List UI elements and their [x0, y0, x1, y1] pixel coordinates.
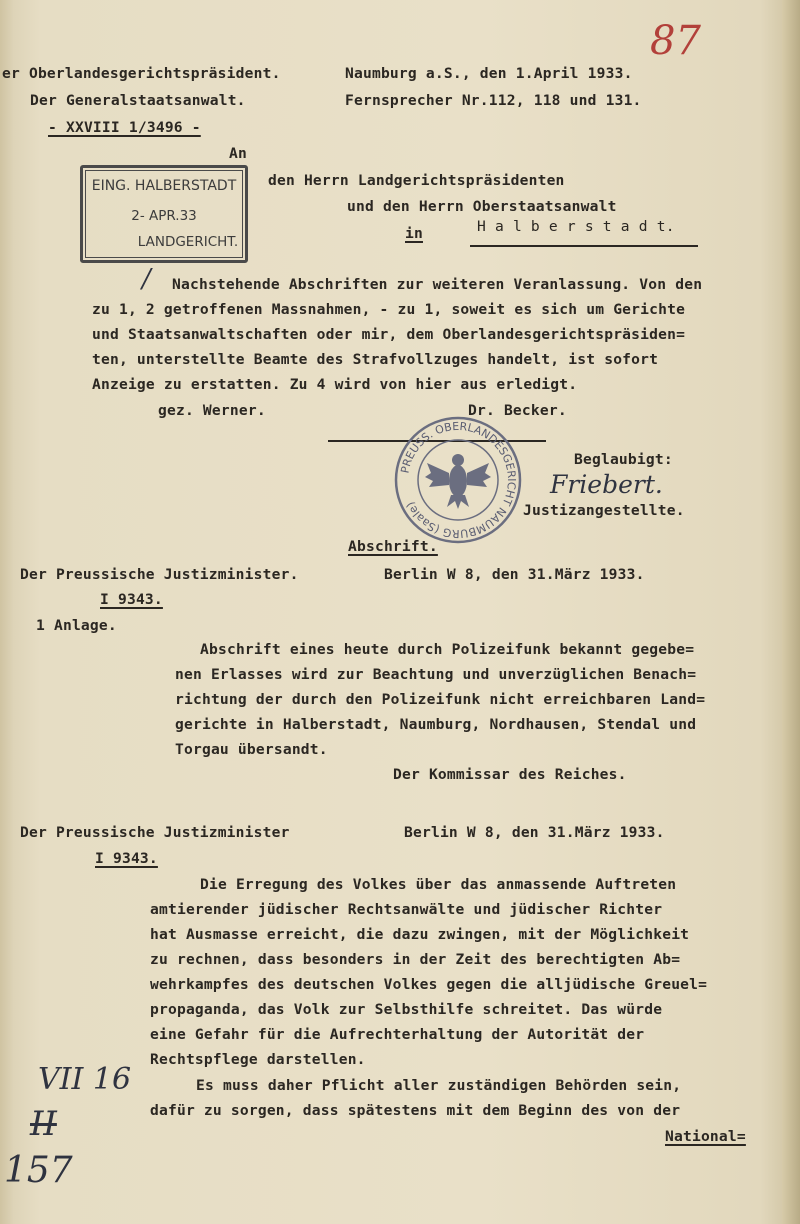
- copy1-enclosure: 1 Anlage.: [36, 617, 117, 634]
- cover-line-4: ten, unterstellte Beamte des Strafvollzuges handelt, ist sofort: [92, 351, 659, 368]
- copy2-line-2: amtierender jüdischer Rechtsanwälte und jüdischer Richter: [150, 901, 663, 918]
- receipt-stamp: [80, 165, 248, 263]
- receipt-stamp-office: EING. HALBERSTADT: [91, 178, 237, 194]
- address-line1: den Herrn Landgerichtspräsidenten: [268, 172, 565, 189]
- copy1-line-3: richtung der durch den Polizeifunk nicht erreichbaren Land=: [175, 691, 706, 708]
- header-place-date: Naumburg a.S., den 1.April 1933.: [345, 65, 633, 82]
- copy2-line-5: wehrkampfes des deutschen Volkes gegen die alljüdische Greuel=: [150, 976, 708, 993]
- copy1-line-1: Abschrift eines heute durch Polizeifunk bekannt gegebe=: [200, 641, 695, 658]
- copy1-line-2: nen Erlasses wird zur Beachtung und unverzüglichen Benach=: [175, 666, 697, 683]
- copy1-line-5: Torgau übersandt.: [175, 741, 328, 758]
- copy2-line-6: propaganda, das Volk zur Selbsthilfe schreitet. Das würde: [150, 1001, 663, 1018]
- header-phone: Fernsprecher Nr.112, 118 und 131.: [345, 92, 642, 109]
- copy2-line-9: Es muss daher Pflicht aller zuständigen Behörden sein,: [196, 1077, 682, 1094]
- cover-line-3: und Staatsanwaltschaften oder mir, dem Oberlandesgerichtspräsiden=: [92, 326, 686, 343]
- address-an: An: [229, 145, 247, 162]
- copy1-line-4: gerichte in Halberstadt, Naumburg, Nordhausen, Stendal und: [175, 716, 697, 733]
- cover-line-5: Anzeige zu erstatten. Zu 4 wird von hier aus erledigt.: [92, 376, 578, 393]
- cover-line-2: zu 1, 2 getroffenen Massnahmen, - zu 1, soweit es sich um Gerichte: [92, 301, 686, 318]
- copy2-line-7: eine Gefahr für die Aufrechterhaltung der Autorität der: [150, 1026, 645, 1043]
- copy-heading: Abschrift.: [348, 538, 438, 555]
- copy1-sender: Der Preussische Justizminister.: [20, 566, 299, 583]
- margin-note-2: II: [30, 1104, 57, 1144]
- copy2-line-10: dafür zu sorgen, dass spätestens mit dem Beginn des von der: [150, 1102, 681, 1119]
- folio-number: 87: [650, 18, 701, 64]
- header-co-issuer: Der Generalstaatsanwalt.: [30, 92, 246, 109]
- margin-tick: /: [142, 264, 151, 294]
- copy2-place-date: Berlin W 8, den 31.März 1933.: [404, 824, 665, 841]
- margin-note-1: VII 16: [38, 1062, 132, 1097]
- copy2-line-3: hat Ausmasse erreicht, die dazu zwingen, mit der Möglichkeit: [150, 926, 690, 943]
- margin-note-3: 157: [4, 1150, 73, 1191]
- address-city: H a l b e r s t a d t.: [477, 218, 675, 235]
- clerk-title: Justizangestellte.: [523, 502, 685, 519]
- signed-right: Dr. Becker.: [468, 402, 567, 419]
- file-number: - XXVIII 1/3496 -: [48, 119, 201, 136]
- city-underline: [470, 245, 698, 247]
- copy1-ref: I 9343.: [100, 591, 163, 608]
- handwritten-signature: Friebert.: [550, 470, 663, 499]
- certified-label: Beglaubigt:: [574, 451, 673, 468]
- seal-text: PREUSS. OBERLANDESGERICHT NAUMBURG (Saale): [398, 419, 519, 541]
- eagle-icon: [425, 454, 491, 509]
- cover-line-1: Nachstehende Abschriften zur weiteren Veranlassung. Von den: [172, 276, 703, 293]
- receipt-stamp-date: 2- APR.33: [131, 208, 197, 224]
- address-line2: und den Herrn Oberstaatsanwalt: [347, 198, 617, 215]
- copy2-line-1: Die Erregung des Volkes über das anmassende Auftreten: [200, 876, 677, 893]
- address-in: in: [405, 225, 423, 242]
- continuation-catchword: National=: [665, 1128, 746, 1145]
- page-edge: [782, 0, 800, 1224]
- copy1-signature: Der Kommissar des Reiches.: [393, 766, 627, 783]
- copy2-sender: Der Preussische Justizminister: [20, 824, 290, 841]
- signed-left: gez. Werner.: [158, 402, 266, 419]
- copy1-place-date: Berlin W 8, den 31.März 1933.: [384, 566, 645, 583]
- copy2-ref: I 9343.: [95, 850, 158, 867]
- header-issuer: er Oberlandesgerichtspräsident.: [2, 65, 281, 82]
- receipt-stamp-court: LANDGERICHT.: [137, 234, 239, 250]
- court-seal: [393, 415, 523, 545]
- copy2-line-8: Rechtspflege darstellen.: [150, 1051, 366, 1068]
- copy2-line-4: zu rechnen, dass besonders in der Zeit des berechtigten Ab=: [150, 951, 681, 968]
